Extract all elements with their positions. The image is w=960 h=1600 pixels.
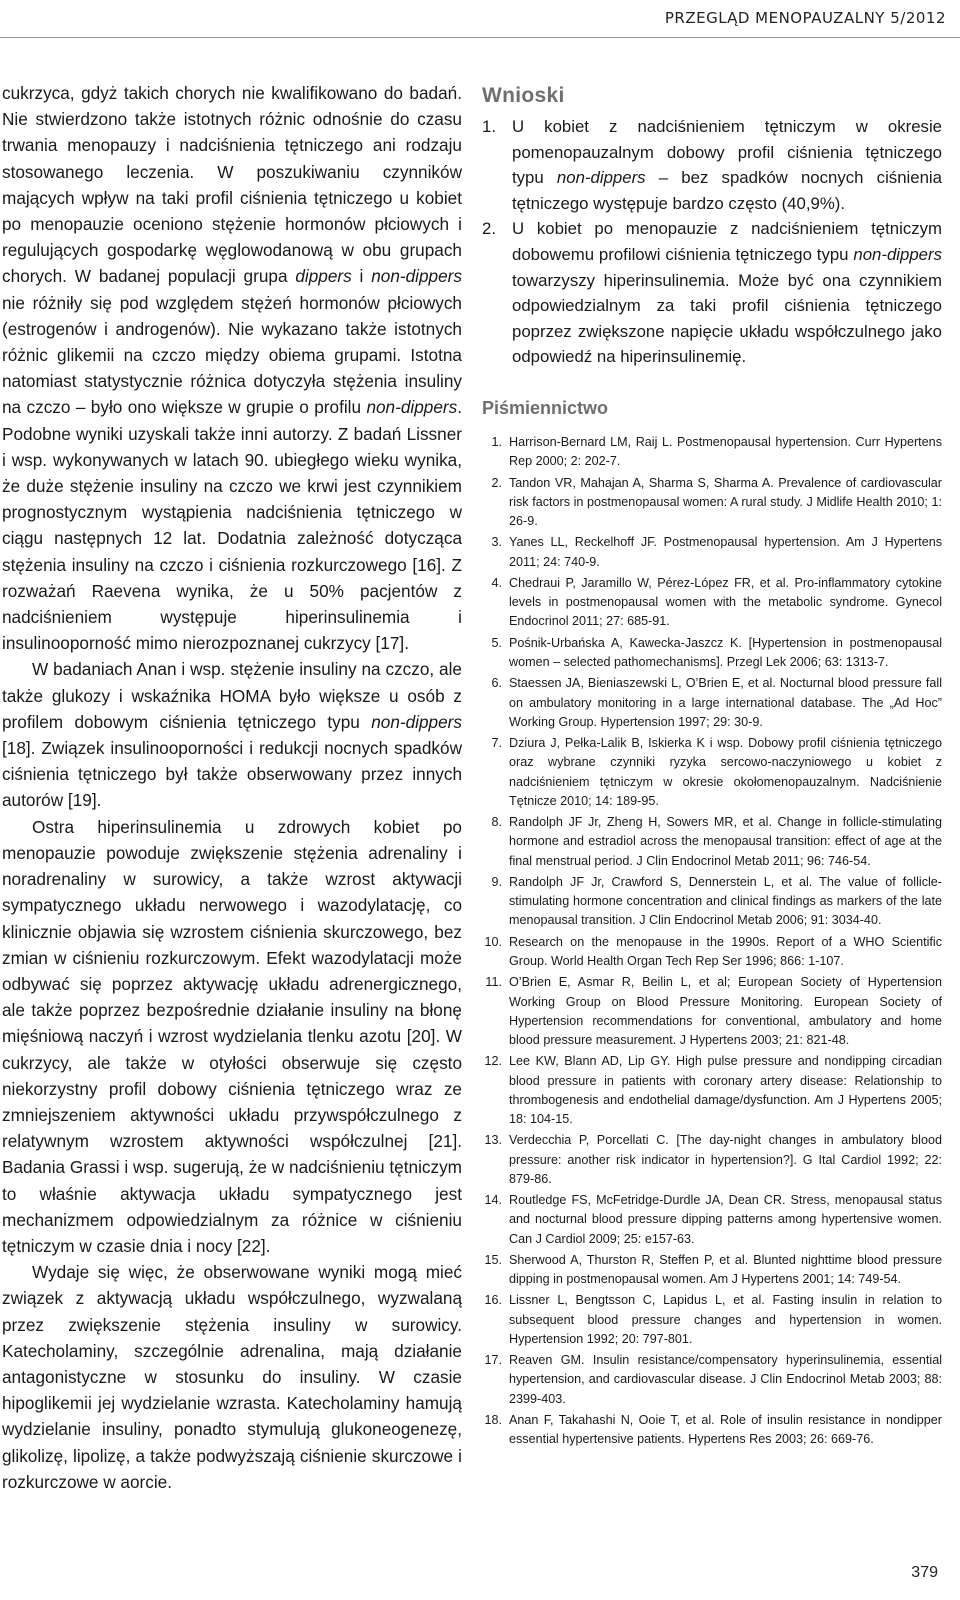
reference-item-number: 9.	[491, 874, 502, 889]
reference-item-text: Reaven GM. Insulin resistance/compensatory hyperinsulinemia, essential hypertension, and cardiovascular disease. J Clin Endocrinol Metab 2003; 88: 2399-403.	[509, 1353, 942, 1406]
reference-item-number: 12.	[484, 1054, 502, 1069]
reference-item-text: Harrison-Bernard LM, Raij L. Postmenopausal hypertension. Curr Hypertens Rep 2000; 2: 202-7.	[509, 434, 942, 469]
page-number: 379	[911, 1564, 938, 1581]
reference-item	[482, 1131, 942, 1189]
body-paragraph: Wydaje się więc, że obserwowane wyniki mogą mieć związek z aktywacją układu współczulnego, wyzwalaną przez zwiększenie stężenia insuliny w surowicy. Katecholaminy, szczególnie adrenalina, mają działanie antagonistyczne w stosunku do insuliny. W czasie hipoglikemii jej wydzielanie wzrasta. Katecholaminy hamują wydzielanie insuliny, ponadto stymulują glukoneogenezę, glikolizę, lipolizę, a także podwyższają ciśnienie skurczowe i rozkurczowe w aorcie.	[2, 1262, 462, 1492]
reference-item	[482, 873, 942, 931]
journal-title: PRZEGLĄD MENOPAUZALNY 5/2012	[664, 9, 946, 27]
reference-item-text: Lissner L, Bengtsson C, Lapidus L, et al. Fasting insulin in relation to subsequent blood pressure changes and hypertension in women. Hypertension 1992; 20: 797-801.	[509, 1293, 942, 1346]
reference-item-number: 6.	[491, 676, 502, 691]
reference-item-number: 3.	[491, 535, 502, 550]
reference-item	[482, 1411, 942, 1449]
reference-item	[482, 1291, 942, 1349]
conclusion-item-text: U kobiet po menopauzie z nadciśnieniem tętniczym dobowemu profilowi ciśnienia tętniczego typu non-dippers towarzyszy hiperinsulinemia. Może być ona czynnikiem odpowiedzialnym za taki profil ciśnienia tętniczego poprzez zwiększone napięcie układu współczulnego jako odpowiedź na hiperinsulinemię.	[512, 219, 942, 367]
reference-item-number: 14.	[484, 1193, 502, 1208]
conclusion-item-number: 1.	[482, 117, 496, 136]
reference-item-number: 7.	[491, 736, 502, 751]
reference-item	[482, 1251, 942, 1289]
reference-item-text: Yanes LL, Reckelhoff JF. Postmenopausal hypertension. Am J Hypertens 2011; 24: 740-9.	[509, 535, 942, 569]
conclusion-item	[482, 114, 942, 216]
conclusion-item-text: U kobiet z nadciśnieniem tętniczym w okresie pomenopauzalnym dobowy profil ciśnienia tętniczego typu non-dippers – bez spadków nocnych ciśnienia tętniczego występuje bardzo często (40,9%).	[512, 117, 942, 213]
reference-item	[482, 1052, 942, 1129]
body-paragraph: cukrzyca, gdyż takich chorych nie kwalifikowano do badań. Nie stwierdzono także istotnych różnic odnośnie do czasu trwania menopauzy i nadciśnienia tętniczego ani rodzaju stosowanego leczenia. W poszukiwaniu czynników mających wpływ na taki profil ciśnienia tętniczego u kobiet po menopauzie oceniono stężenie hormonów płciowych i regulujących gospodarkę węglowodanową w obu grupach chorych. W badanej populacji grupa dippers i non-dippers nie różniły się pod względem stężeń hormonów płciowych (estrogenów i androgenów). Nie wykazano także istotnych różnic glikemii na czczo między obiema grupami. Istotna natomiast statystycznie różnica dotyczyła stężenia insuliny na czczo – było ono większe w grupie o profilu non-dippers. Podobne wyniki uzyskali także inni autorzy. Z badań Lissner i wsp. wykonywanych w latach 90. ubiegłego wieku wynika, że duże stężenie insuliny na czczo we krwi jest czynnikiem prognostycznym wystąpienia nadciśnienia tętniczego w ciągu następnych 12 lat. Dodatnia zależność dotycząca stężenia insuliny na czczo i ciśnienia rozkurczowego [16]. Z rozważań Raevena wynika, że u 50% pacjentów z nadciśnieniem występuje hiperinsulinemia i insulinooporność mimo nierozpoznanej cukrzycy [17].	[2, 83, 462, 654]
reference-item-number: 4.	[491, 575, 502, 590]
reference-item-number: 1.	[491, 434, 502, 449]
body-paragraph: Ostra hiperinsulinemia u zdrowych kobiet po menopauzie powoduje zwiększenie stężenia adrenaliny i noradrenaliny w surowicy, a także wzrost aktywacji sympatycznego układu nerwowego i wazodylatację, co klinicznie objawia się wzrostem ciśnienia skurczowego, bez zmian w ciśnieniu rozkurczowym. Efekt wazodylatacji może odbywać się poprzez aktywację układu adrenergicznego, ale także poprzez bezpośrednie działanie insuliny na błonę mięśniową naczyń i wzrost wydzielania tlenku azotu [20]. W cukrzycy, ale także w otyłości obserwuje się często niekorzystny profil dobowy ciśnienia tętniczego wraz ze zmniejszeniem aktywności układu przywspółczulnego z relatywnym wzrostem aktywności współczulnej [21]. Badania Grassi i wsp. sugerują, że w nadciśnieniu tętniczym to właśnie aktywacja układu sympatycznego jest mechanizmem odpowiedzialnym za różnice w ciśnieniu tętniczym w czasie dnia i nocy [22].	[2, 816, 462, 1256]
reference-item-text: Randolph JF Jr, Crawford S, Dennerstein L, et al. The value of follicle-stimulating hormone concentration and clinical findings as markers of the late menopausal transition. J Clin Endocrinol Metab 2006; 91: 3034-40.	[509, 874, 942, 928]
conclusion-item	[482, 216, 942, 370]
reference-item-text: Research on the menopause in the 1990s. Report of a WHO Scientific Group. World Health Organ Tech Rep Ser 1996; 866: 1-107.	[509, 934, 942, 968]
reference-item	[482, 574, 942, 632]
running-head	[0, 0, 960, 38]
reference-item	[482, 1191, 942, 1249]
body-text-column	[2, 80, 462, 1495]
reference-item-number: 17.	[484, 1353, 502, 1368]
reference-item	[482, 634, 942, 672]
reference-item-text: Anan F, Takahashi N, Ooie T, et al. Role of insulin resistance in nondipper essential hypertensive patients. Hypertens Res 2003; 26: 669-76.	[509, 1413, 942, 1447]
conclusions-heading: Wnioski	[482, 84, 565, 107]
reference-item-text: Lee KW, Blann AD, Lip GY. High pulse pressure and nondipping circadian blood pressure in patients with coronary artery disease: Relationship to thrombogenesis and endothelial damage/dysfunction. Am J Hypertens 2005; 18: 104-15.	[509, 1054, 942, 1126]
body-paragraph: W badaniach Anan i wsp. stężenie insuliny na czczo, ale także glukozy i wskaźnika HOMA było większe u osób z profilem dobowym ciśnienia tętniczego typu non-dippers [18]. Związek insulinooporności i redukcji nocnych spadków ciśnienia tętniczego był także obserwowany przez innych autorów [19].	[2, 659, 462, 811]
reference-item-text: O’Brien E, Asmar R, Beilin L, et al; European Society of Hypertension Working Group on Blood Pressure Monitoring. European Society of Hypertension recommendations for conventional, ambulatory and home blood pressure measurement. J Hypertens 2003; 21: 821-48.	[509, 975, 942, 1047]
reference-item-text: Randolph JF Jr, Zheng H, Sowers MR, et al. Change in follicle-stimulating hormone and estradiol across the menopausal transition: effect of age at the final menstrual period. J Clin Endocrinol Metab 2011; 96: 746-54.	[509, 815, 942, 868]
references-list	[482, 433, 942, 1450]
reference-item-text: Verdecchia P, Porcellati C. [The day-night changes in ambulatory blood pressure: another risk indicator in hypertension?]. G Ital Cardiol 1992; 22: 879-86.	[509, 1133, 942, 1186]
reference-item	[482, 933, 942, 971]
conclusions-list	[482, 114, 942, 370]
reference-item-text: Chedraui P, Jaramillo W, Pérez-López FR, et al. Pro-inflammatory cytokine levels in postmenopausal women with the metabolic syndrome. Gynecol Endocrinol 2011; 27: 685-91.	[509, 575, 942, 629]
reference-item-number: 2.	[491, 475, 502, 490]
reference-item	[482, 734, 942, 811]
reference-item-text: Staessen JA, Bieniaszewski L, O’Brien E, et al. Nocturnal blood pressure fall on ambulatory monitoring in a large international database. The „Ad Hoc” Working Group. Hypertension 1997; 29: 30-9.	[509, 676, 942, 729]
reference-item-text: Pośnik-Urbańska A, Kawecka-Jaszcz K. [Hypertension in postmenopausal women – selected pathomechanisms]. Przegl Lek 2006; 63: 1313-7.	[509, 635, 942, 669]
reference-item-text: Sherwood A, Thurston R, Steffen P, et al. Blunted nighttime blood pressure dipping in postmenopausal women. Am J Hypertens 2001; 14: 749-54.	[509, 1252, 942, 1287]
reference-item-text: Tandon VR, Mahajan A, Sharma S, Sharma A. Prevalence of cardiovascular risk factors in postmenopausal women: A rural study. J Midlife Health 2010; 1: 26-9.	[509, 475, 942, 528]
reference-item-number: 10.	[484, 934, 502, 949]
reference-item	[482, 1351, 942, 1409]
right-column	[482, 84, 942, 1452]
reference-item-number: 8.	[491, 815, 502, 830]
reference-item	[482, 433, 942, 471]
reference-item-number: 15.	[484, 1252, 502, 1267]
reference-item	[482, 674, 942, 732]
reference-item-text: Routledge FS, McFetridge-Durdle JA, Dean CR. Stress, menopausal status and nocturnal blood pressure dipping patterns among hypertensive women. Can J Cardiol 2009; 25: e157-63.	[509, 1193, 942, 1246]
reference-item	[482, 813, 942, 871]
reference-item-text: Dziura J, Pełka-Lalik B, Iskierka K i wsp. Dobowy profil ciśnienia tętniczego oraz wybrane czynniki ryzyka sercowo-naczyniowego u kobiet z nadciśnieniem tętniczym w okresie okołomenopauzalnym. Nadciśnienie Tętnicze 2010; 14: 189-95.	[509, 736, 942, 808]
references-heading: Piśmiennictwo	[482, 397, 609, 418]
reference-item-number: 5.	[491, 635, 502, 650]
reference-item	[482, 533, 942, 571]
reference-item	[482, 474, 942, 532]
reference-item-number: 13.	[484, 1133, 502, 1148]
reference-item-number: 18.	[484, 1413, 502, 1428]
conclusion-item-number: 2.	[482, 219, 496, 239]
reference-item	[482, 973, 942, 1050]
reference-item-number: 16.	[484, 1293, 502, 1308]
reference-item-number: 11.	[485, 975, 502, 990]
